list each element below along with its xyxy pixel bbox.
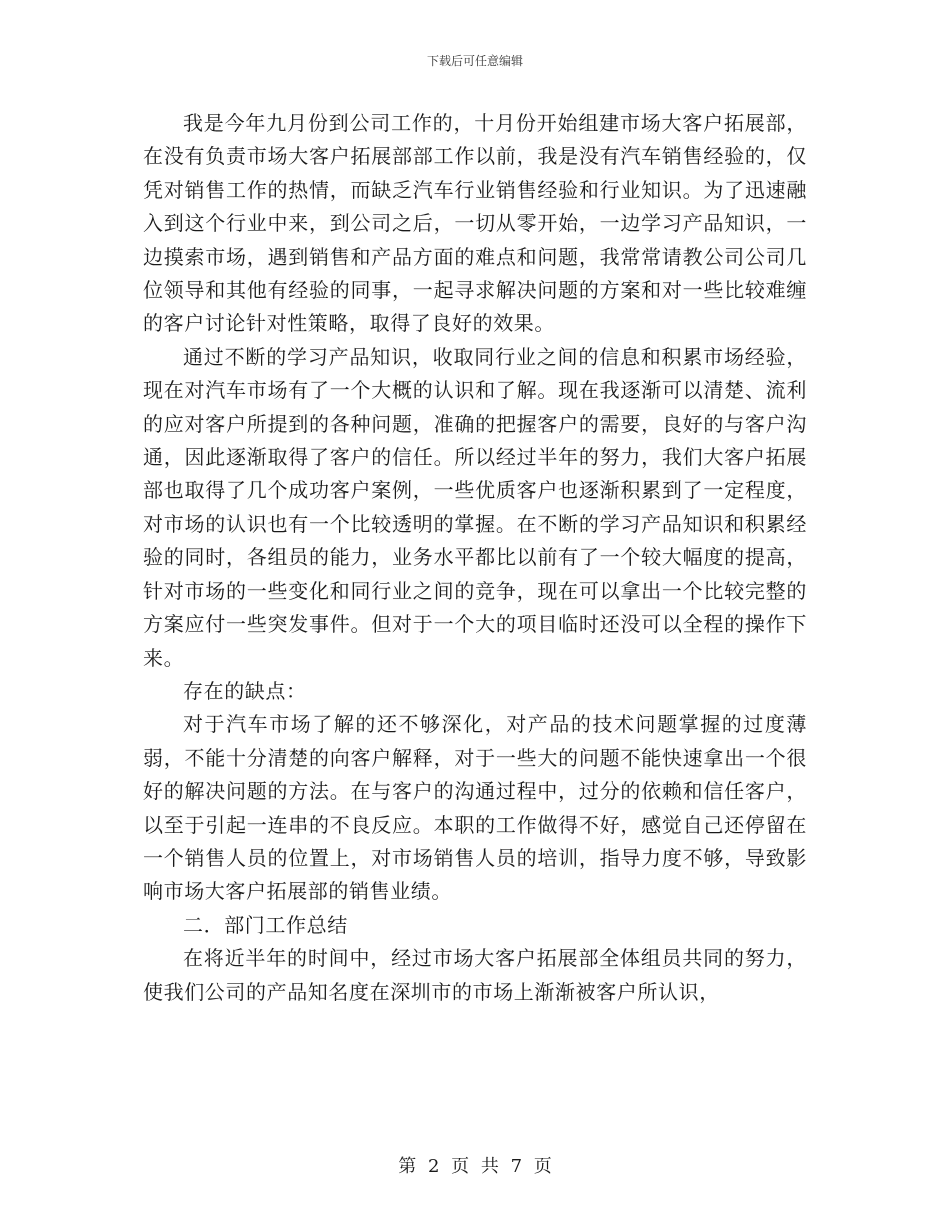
paragraph-progress: 通过不断的学习产品知识，收取同行业之间的信息和积累市场经验，现在对汽车市场有了一个大概的认识和了解。现在我逐渐可以清楚、流利的应对客户所提到的各种问题，准确的把握客户的需要，良好的与客户沟通，因此逐渐取得了客户的信任。所以经过半年的努力，我们大客户拓展部也取得了几个成功客户案例，一些优质客户也逐渐积累到了一定程度，对市场的认识也有一个比较透明的掌握。在不断的学习产品知识和积累经验的同时，各组员的能力，业务水平都比以前有了一个较大幅度的提高，针对市场的一些变化和同行业之间的竞争，现在可以拿出一个比较完整的方案应付一些突发事件。但对于一个大的项目临时还没可以全程的操作下来。 [143,344,807,670]
paragraph-shortcomings: 对于汽车市场了解的还不够深化，对产品的技术问题掌握的过度薄弱，不能十分清楚的向客户解释，对于一些大的问题不能快速拿出一个很好的解决问题的方法。在与客户的沟通过程中，过分的依赖和信任客户，以至于引起一连串的不良反应。本职的工作做得不好，感觉自己还停留在一个销售人员的位置上，对市场销售人员的培训，指导力度不够，导致影响市场大客户拓展部的销售业绩。 [143,712,807,904]
paragraph-department-summary: 在将近半年的时间中，经过市场大客户拓展部全体组员共同的努力，使我们公司的产品知名度在深圳市的市场上渐渐被客户所认识， [143,946,807,1004]
page-footer: 第 2 页 共 7 页 [398,1156,552,1177]
paragraph-shortcomings-heading: 存在的缺点： [183,678,307,703]
page-header: 下载后可任意编辑 [426,54,523,68]
document-body [143,107,807,1009]
section-heading-department-summary: 二．部门工作总结 [183,912,348,937]
paragraph-intro: 我是今年九月份到公司工作的，十月份开始组建市场大客户拓展部，在没有负责市场大客户拓展部部工作以前，我是没有汽车销售经验的，仅凭对销售工作的热情，而缺乏汽车行业销售经验和行业知识。为了迅速融入到这个行业中来，到公司之后，一切从零开始，一边学习产品知识，一边摸索市场，遇到销售和产品方面的难点和问题，我常常请教公司公司几位领导和其他有经验的同事，一起寻求解决问题的方案和对一些比较难缠的客户讨论针对性策略，取得了良好的效果。 [143,111,807,336]
